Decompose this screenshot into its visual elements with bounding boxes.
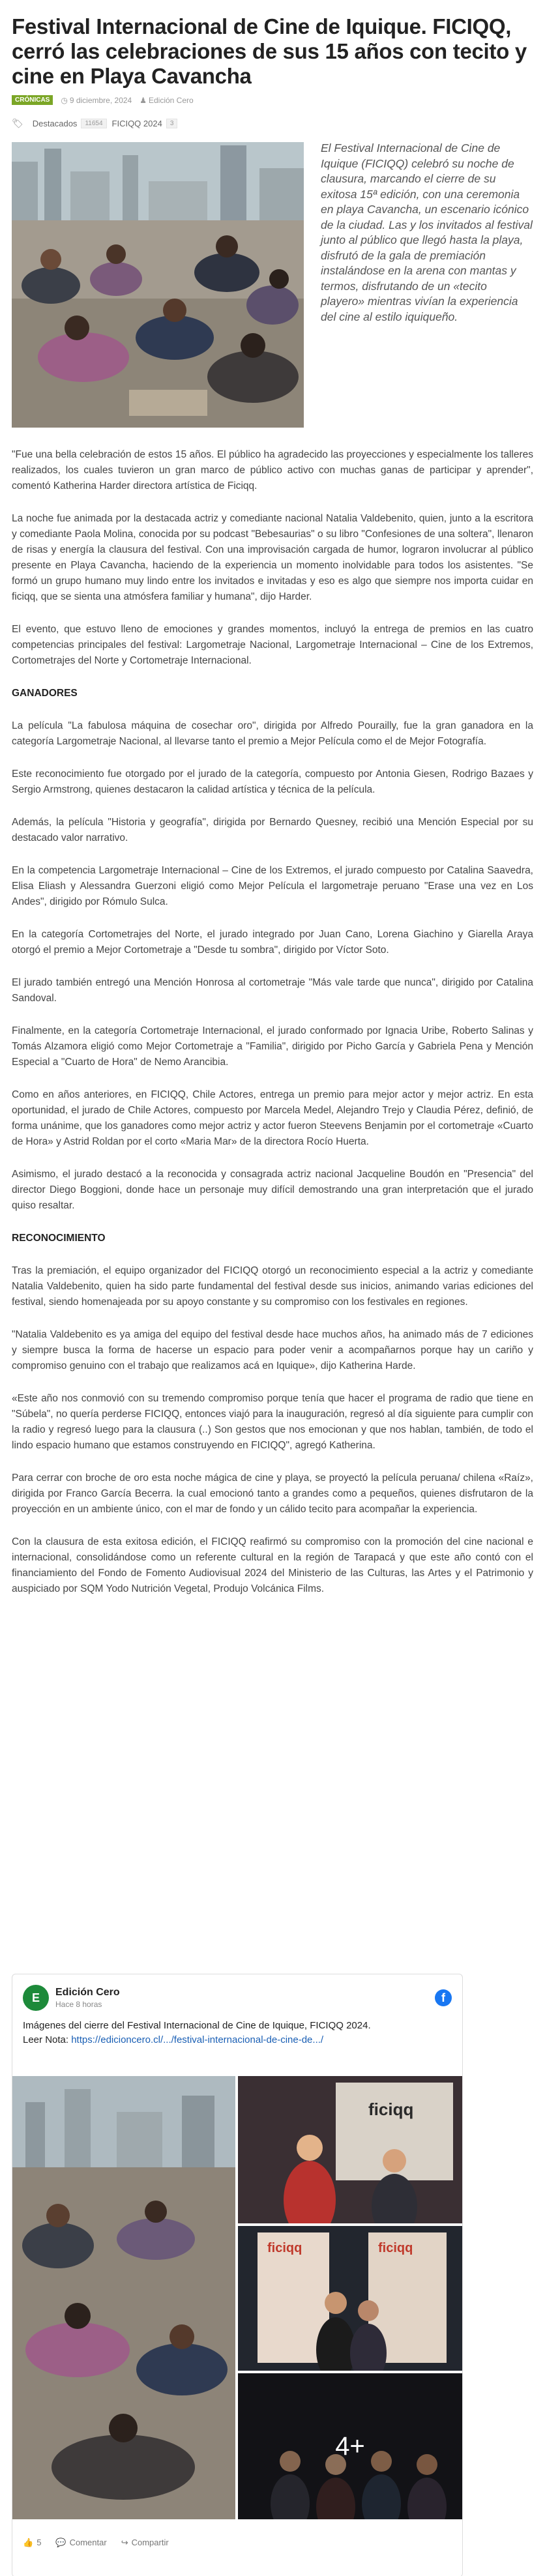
page-avatar[interactable]: E (23, 1985, 49, 2011)
tag-count: 11654 (81, 119, 106, 128)
hero-section (12, 142, 533, 428)
user-icon: ♟ (140, 95, 147, 105)
svg-text:ficiqq: ficiqq (378, 2241, 413, 2255)
paragraph: El jurado también entregó una Mención Honrosa al cortometraje "Más vale tarde que nunca", dirigido por Catalina Sandoval. (12, 977, 533, 1004)
fb-header (12, 1974, 462, 2011)
tag-list (12, 118, 533, 129)
paragraph: La noche fue animada por la destacada actriz y comediante nacional Natalia Valdebenito, quien, junto a la escritora y comediante Paola Molina, conocida por su podcast "Bebesaurias" o su libro "Confesiones de una soltera", llenaron de risas y energía la clausura del festival. Con una improvisación cargada de humor, lograron involucrar al público presente en Playa Cavancha, haciendo de la experiencia un momento inolvidable para todos los asistentes. "Se formó un grupo humano muy lindo entre los invitados e invitadas y eso es algo que siempre nos importa cuidar en ficiqq, que se sienta una atmósfera familiar y humana", dijo Harder. (12, 513, 533, 602)
section-heading-ganadores: GANADORES (12, 688, 78, 699)
tag-ficiqq-2024[interactable]: FICIQQ 2024 3 (112, 119, 178, 128)
share-icon: ↪ (121, 2538, 128, 2547)
paragraph: Como en años anteriores, en FICIQQ, Chile Actores, entrega un premio para mejor actor y mejor actriz. En esta oportunidad, el jurado de Chile Actores, compuesto por Marcela Medel, Alejandro Trejo y Claudia Pérez, definió, de forma unánime, que los ganadores como mejor actriz y actor fueron Steevens Benjamin por el cortometraje «Cuarto de Hora» y Astrid Roldan por el corto «Maria Mar» de la directora Rocío Huerta. (12, 1089, 533, 1147)
more-photos-overlay[interactable]: 4+ (238, 2373, 462, 2519)
hero-photo (12, 142, 304, 428)
tag-icon: 🏷 (12, 118, 23, 128)
article-lead: El Festival Internacional de Cine de Iquique (FICIQQ) celebró su noche de clausura, marcando el cierre de su exitosa 15ª edición, con una ceremonia en playa Cavancha, un escenario icónico de la ciudad. Las y los invitados al festival junto al público que llegó hasta la playa, disfrutó de la gala de premiación instalándose en la arena con mantas y termos, disfrutando de un «tecito playero» mientras vivían la experiencia del cine al estilo iquiqueño. (321, 141, 533, 323)
paragraph: «Este año nos conmovió con su tremendo compromiso porque tenía que hacer el programa de radio que tiene en "Súbela", no quería perderse FICIQQ, entonces viajó para la inauguración, regresó al día siguiente para cumplir con la radio y regresó luego para la clausura (..) Son gestos que nos emocionan y que nos hablan, también, de todo el lindo espacio humano que estamos construyendo en FICIQQ", agregó Katherina. (12, 1393, 533, 1451)
paragraph: El evento, que estuvo lleno de emociones y grandes momentos, incluyó la entrega de premios en las cuatro competencias principales del festival: Largometraje Nacional, Largometraje Internacional – Cine de los Extremos, Cortometrajes del Norte y Cortometraje Internacional. (12, 624, 533, 666)
stage-photo (238, 2076, 462, 2223)
tag-destacados[interactable]: Destacados 11654 (33, 119, 107, 128)
award-photo (238, 2226, 462, 2371)
beach-audience-photo (12, 2076, 235, 2519)
clock-icon: ◷ (61, 95, 68, 105)
fb-photo-grid (12, 2076, 462, 2519)
category-badge[interactable]: CRÓNICAS (12, 95, 53, 105)
paragraph: La película "La fabulosa máquina de cosechar oro", dirigida por Alfredo Pourailly, fue la gran ganadora en la categoría Largometraje Nacional, al llevarse tanto el premio a Mejor Película como el de Mejor Fotografía. (12, 720, 533, 747)
fb-photo-main[interactable] (12, 2076, 235, 2519)
paragraph: Para cerrar con broche de oro esta noche mágica de cine y playa, se proyectó la película peruana/ chilena «Raíz», dirigida por Franco García Becerra. la cual emocionó tanto a grandes como a pequeños, quienes disfrutaron de la proyección en un ambiente único, con el mar de fondo y un cálido tecito para acompañar la experiencia. (12, 1472, 533, 1515)
svg-text:ficiqq: ficiqq (267, 2241, 302, 2255)
fb-caption: Imágenes del cierre del Festival Internacional de Cine de Iquique, FICIQQ 2024. (23, 2020, 371, 2031)
like-count[interactable]: 👍 5 (23, 2538, 42, 2547)
article-meta (12, 95, 533, 105)
fb-actions (12, 2538, 462, 2548)
fb-photo-3[interactable] (238, 2226, 462, 2371)
paragraph: Finalmente, en la categoría Cortometraje Internacional, el jurado conformado por Ignacia Uribe, Roberto Salinas y Tomás Alzamora eligió como Mejor Cortometraje a "Familia", dirigido por Picho García y Gabriela Pena y Mención Especial a "Cuarto de Hora" de Nemo Arancibia. (12, 1025, 533, 1068)
fb-post-time[interactable]: Hace 8 horas (55, 2000, 102, 2009)
comment-button[interactable]: 💬 Comentar (55, 2538, 107, 2547)
svg-text:ficiqq: ficiqq (368, 2100, 414, 2119)
comment-icon: 💬 (55, 2538, 66, 2547)
fb-post-text (12, 2011, 462, 2047)
facebook-embed (12, 1974, 463, 2576)
paragraph: Tras la premiación, el equipo organizador del FICIQQ otorgó un reconocimiento especial a la actriz y comediante Natalia Valdebenito, quien ha sido parte fundamental del festival desde sus inicios, animando varias ediciones del festival, siendo homenajeada por su apoyo constante y su compromiso con los festivales en regiones. (12, 1265, 533, 1308)
tag-count: 3 (166, 119, 178, 128)
article-date: ◷ 9 diciembre, 2024 (61, 95, 132, 105)
paragraph: En la categoría Cortometrajes del Norte, el jurado integrado por Juan Cano, Lorena Giachino y Giarella Araya otorgó el premio a Mejor Cortometraje a "Desde tu sombra", dirigido por Víctor Soto. (12, 929, 533, 956)
fb-read-more: Leer Nota: https://edicioncero.cl/.../festival-internacional-de-cine-de.../ (23, 2034, 324, 2045)
paragraph: En la competencia Largometraje Internacional – Cine de los Extremos, el jurado compuesto por Catalina Saavedra, Elisa Eliash y Alessandra Guerzoni eligió como Mejor Película el largometraje peruano "Erase una vez en Los Andes", dirigido por Rómulo Sulca. (12, 865, 533, 907)
paragraph: Con la clausura de esta exitosa edición, el FICIQQ reafirmó su compromiso con la promoción del cine nacional e internacional, consolidándose como un referente cultural en la región de Tarapacá y que este año contó con el financiamiento del Fondo de Fomento Audiovisual 2024 del Ministerio de las Culturas, las Artes y el Patrimonio y auspiciado por SQM Yodo Nutrición Vegetal, Produjo Volcánica Films. (12, 1536, 533, 1594)
paragraph: Además, la película "Historia y geografía", dirigida por Bernardo Quesney, recibió una Mención Especial por su destacado valor narrativo. (12, 817, 533, 843)
paragraph: "Natalia Valdebenito es ya amiga del equipo del festival desde hace muchos años, ha animado más de 7 ediciones y siempre busca la forma de hacerse un espacio para poder venir a acompañarnos porque hay un cariño y compromiso genuino con el trabajo que realizamos acá en Iquique», dijo Katherina Harde. (12, 1329, 533, 1371)
fb-page-name[interactable]: Edición Cero (55, 1987, 120, 1998)
fb-page-info (55, 1987, 120, 2009)
paragraph: Asimismo, el jurado destacó a la reconocida y consagrada actriz nacional Jacqueline Boudón en "Presencia" del director Diego Boggioni, donde hace un personaje muy difícil demostrando una gran interpretación que el jurado quiso resaltar. (12, 1169, 533, 1211)
beach-crowd-illustration (12, 142, 304, 428)
thumbs-up-icon: 👍 (23, 2538, 34, 2547)
article-title: Festival Internacional de Cine de Iquique. FICIQQ, cerró las celebraciones de sus 15 años con tecito y cine en Playa Cavancha (12, 14, 527, 88)
share-button[interactable]: ↪ Compartir (121, 2538, 169, 2547)
section-heading-reconocimiento: RECONOCIMIENTO (12, 1233, 106, 1244)
facebook-icon[interactable]: f (435, 1989, 452, 2006)
fb-photo-2[interactable] (238, 2076, 462, 2223)
article-author[interactable]: ♟ Edición Cero (140, 95, 194, 105)
paragraph: Este reconocimiento fue otorgado por el jurado de la categoría, compuesto por Antonia Giesen, Rodrigo Bazaes y Sergio Armstrong, quienes destacaron la calidad artística y técnica de la película. (12, 768, 533, 795)
fb-post-link[interactable]: https://edicioncero.cl/.../festival-internacional-de-cine-de.../ (71, 2034, 324, 2045)
fb-photo-4[interactable] (238, 2373, 462, 2519)
article-body (12, 447, 533, 1597)
paragraph: "Fue una bella celebración de estos 15 años. El público ha agradecido las proyecciones y especialmente los talleres realizados, los cuales tuvieron un gran marco de público activo con muchas ganas de participar y aprender", comentó Katherina Harder directora artística de Ficiqq. (12, 449, 533, 491)
